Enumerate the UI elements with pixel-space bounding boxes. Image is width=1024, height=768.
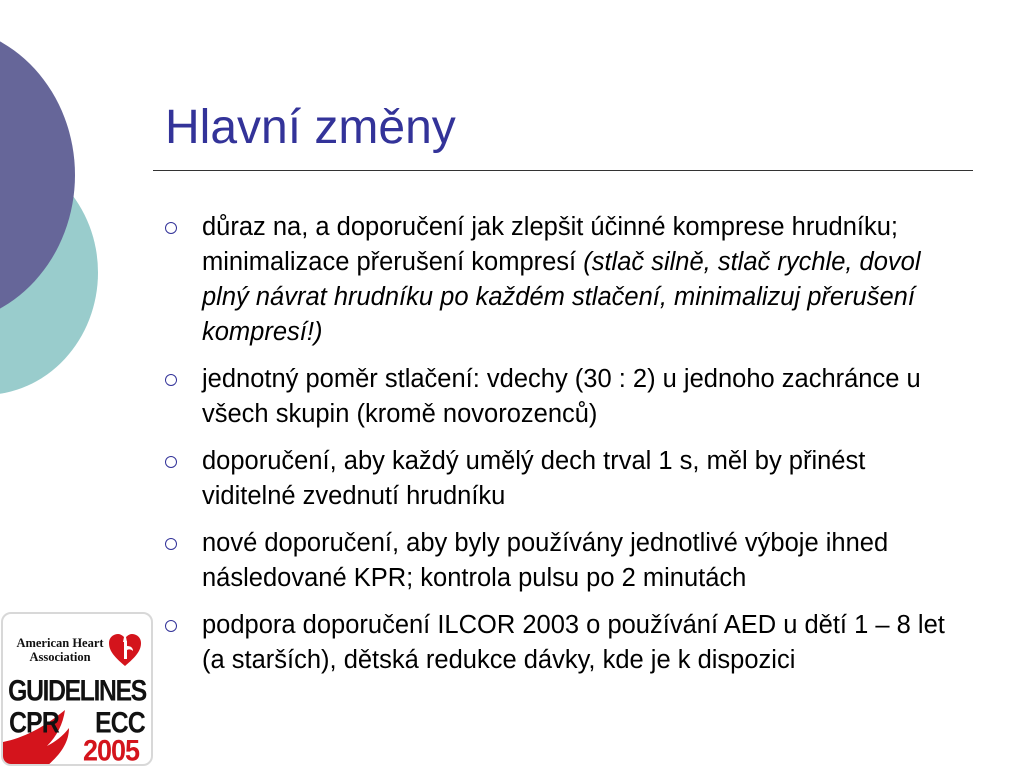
bullet-text: podpora doporučení ILCOR 2003 o používání AED u dětí 1 – 8 let (a starších), dětská redukce dávky, kde je k dispozici bbox=[202, 611, 945, 674]
aha-guidelines-logo bbox=[1, 612, 153, 766]
circle-bullet-icon bbox=[165, 620, 177, 632]
bullet-item-4 bbox=[165, 526, 955, 596]
heart-torch-icon bbox=[107, 628, 143, 668]
bullet-text: jednotný poměr stlačení: vdechy (30 : 2) u jednoho zachránce u všech skupin (kromě novorozenců) bbox=[202, 365, 921, 428]
logo-year: 2005 bbox=[83, 734, 140, 766]
logo-guidelines: GUIDELINES bbox=[8, 674, 146, 708]
bullet-text-italic: (stlač silně, stlač rychle, dovol plný návrat hrudníku po každém stlačení, minimalizuj přerušení kompresí!) bbox=[202, 248, 921, 346]
logo-org-name bbox=[11, 636, 109, 664]
bullet-item-3 bbox=[165, 444, 955, 514]
bullet-item-1 bbox=[165, 210, 955, 350]
logo-org-line1: American Heart bbox=[16, 636, 104, 650]
bullet-list bbox=[165, 210, 955, 690]
slide-title: Hlavní změny bbox=[165, 101, 456, 154]
circle-bullet-icon bbox=[165, 222, 177, 234]
circle-bullet-icon bbox=[165, 456, 177, 468]
logo-org-line2: Association bbox=[29, 650, 91, 664]
logo-cpr: CPR bbox=[9, 706, 59, 740]
bullet-text: důraz na, a doporučení jak zlepšit účinné komprese hrudníku; minimalizace přerušení kompresí bbox=[202, 213, 898, 276]
bullet-item-5 bbox=[165, 608, 955, 678]
circle-bullet-icon bbox=[165, 538, 177, 550]
bullet-text: nové doporučení, aby byly používány jednotlivé výboje ihned následované KPR; kontrola pulsu po 2 minutách bbox=[202, 529, 889, 592]
bullet-item-2 bbox=[165, 362, 955, 432]
title-divider bbox=[153, 170, 973, 171]
bullet-text: doporučení, aby každý umělý dech trval 1 s, měl by přinést viditelné zvednutí hrudníku bbox=[202, 447, 866, 510]
logo-ecc: ECC bbox=[95, 706, 145, 740]
circle-bullet-icon bbox=[165, 374, 177, 386]
